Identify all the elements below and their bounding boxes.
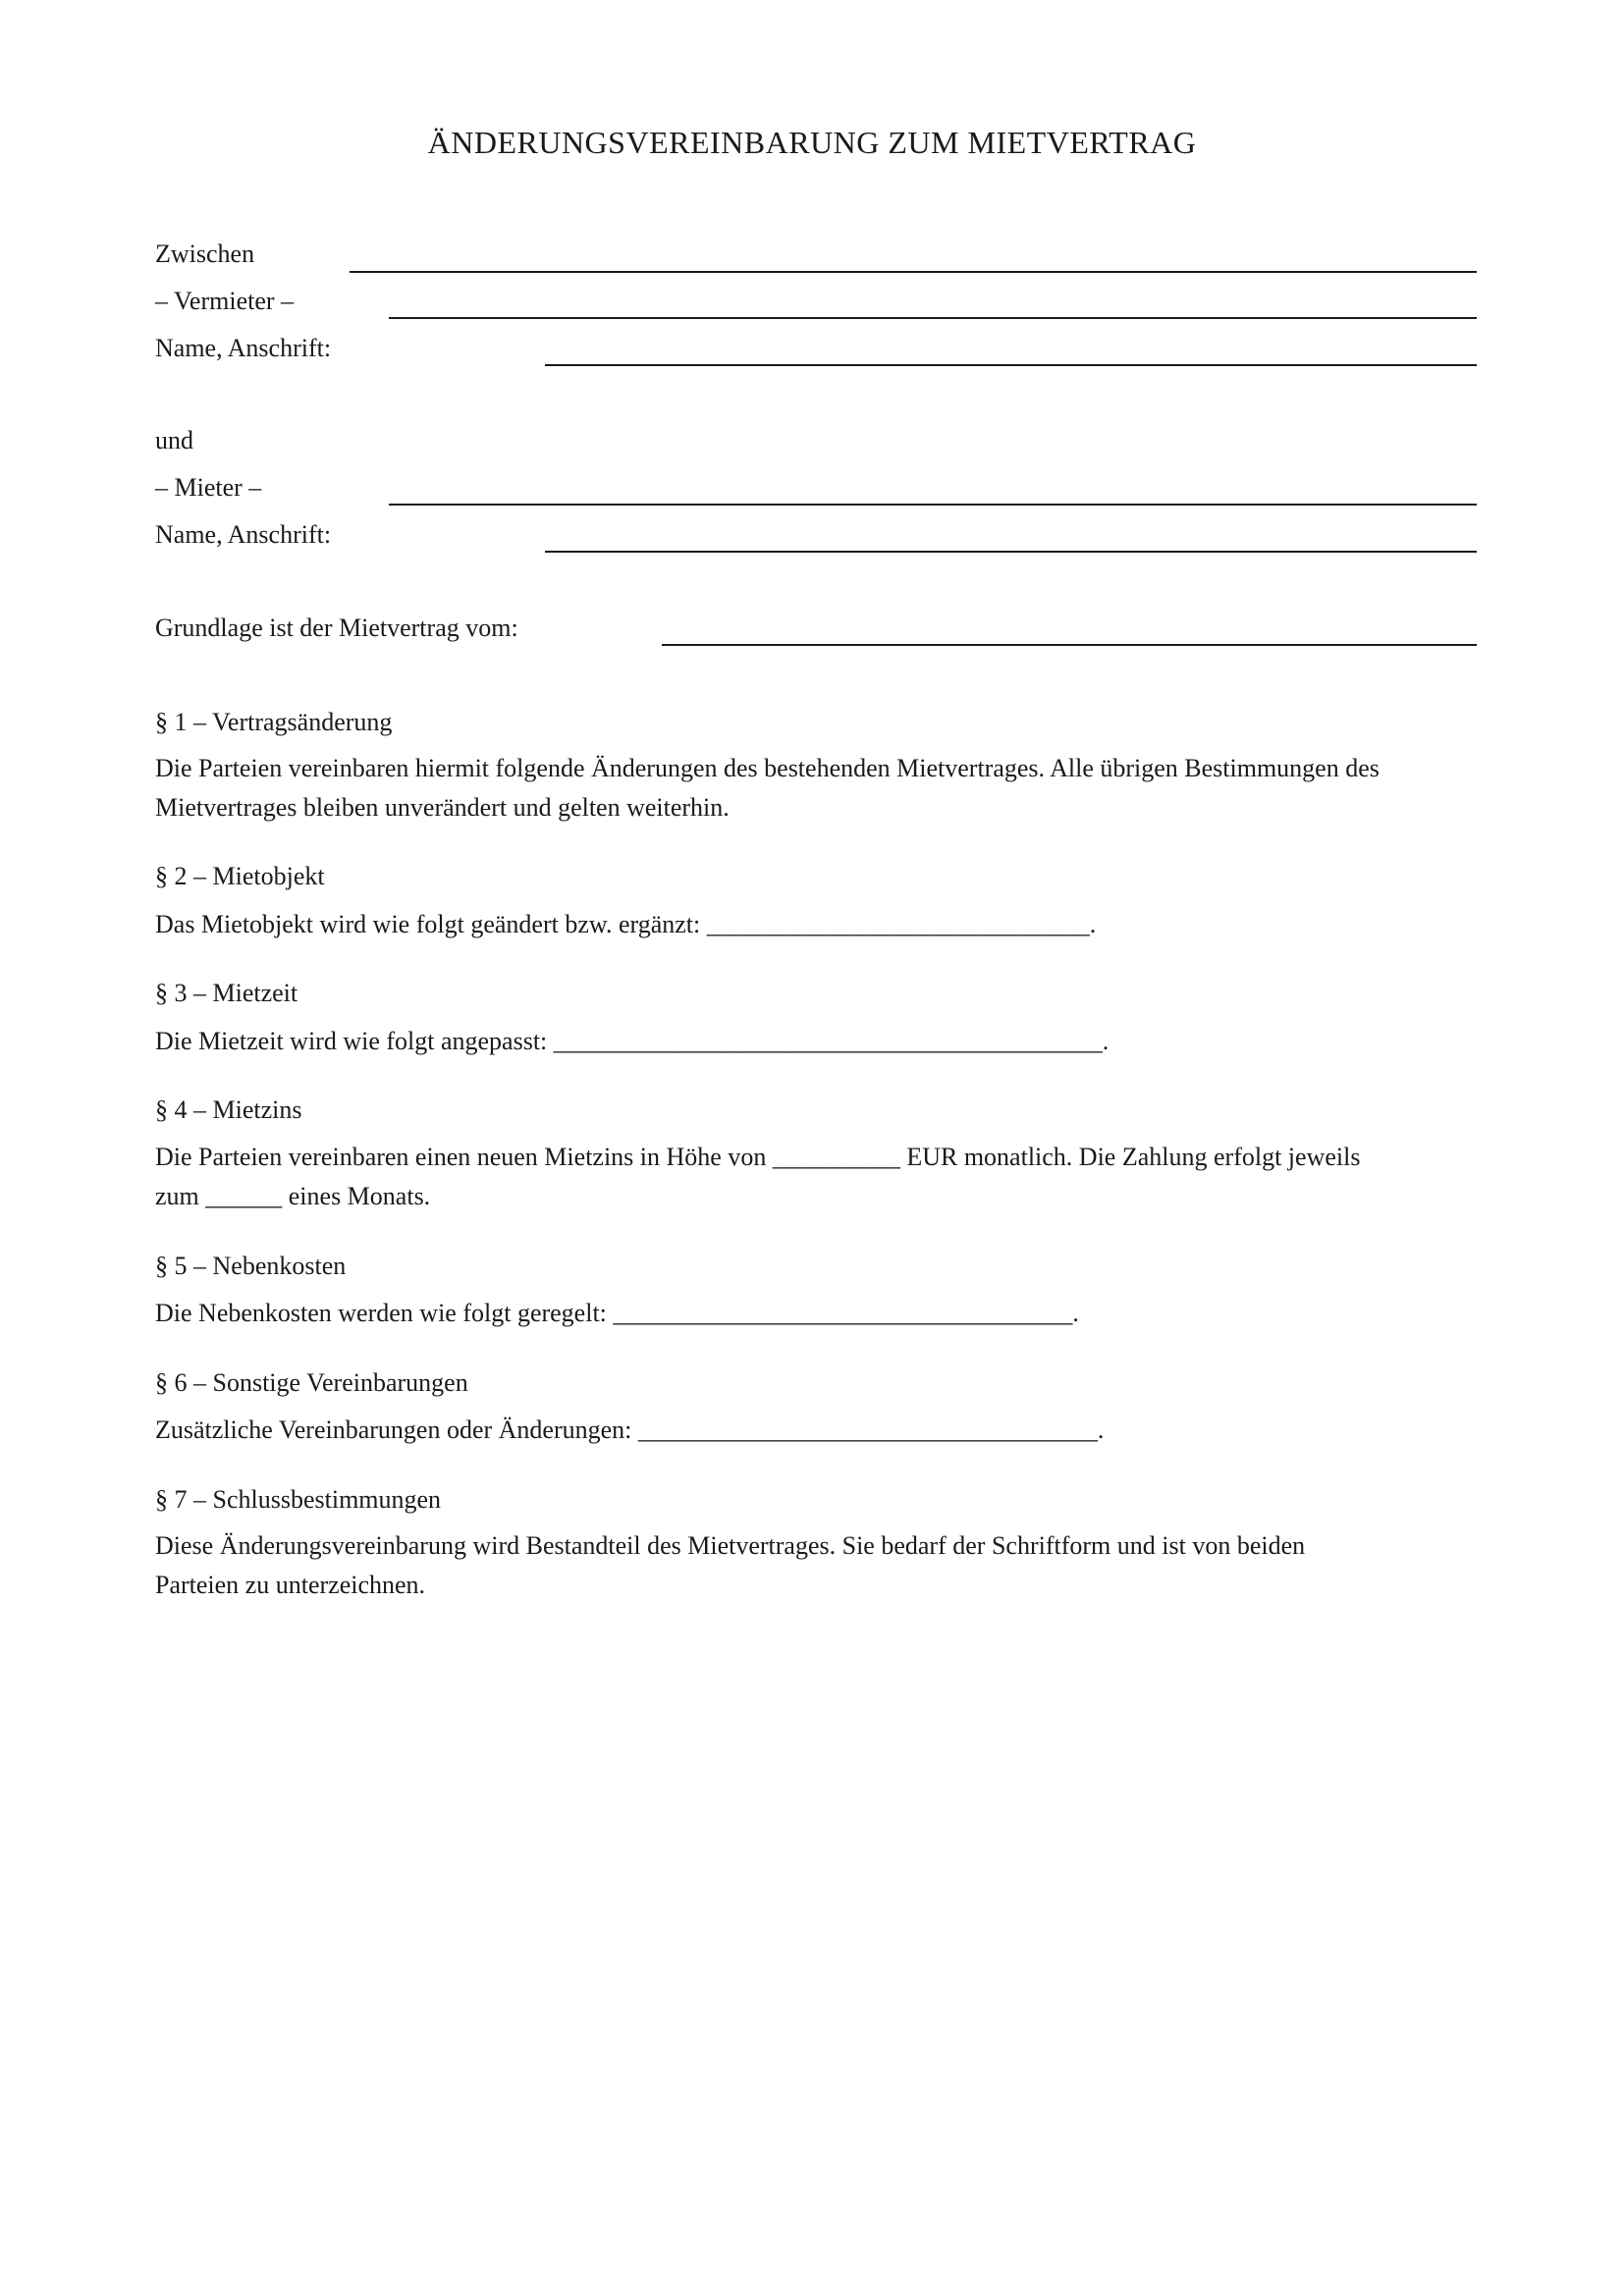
document-title: ÄNDERUNGSVEREINBARUNG ZUM MIETVERTRAG [427, 125, 1197, 160]
landlord-line [389, 317, 1477, 319]
section-6-body [155, 1411, 1481, 1450]
section-1-body [155, 749, 1481, 828]
section-7-body-line-2: Parteien zu unterzeichnen. [155, 1571, 426, 1599]
section-1-body-line-2: Mietvertrages bleiben unverändert und gelten weiterhin. [155, 793, 730, 822]
section-7-heading: § 7 – Schlussbestimmungen [155, 1485, 442, 1514]
section-2-heading: § 2 – Mietobjekt [155, 862, 325, 890]
section-3-body [155, 1022, 1481, 1061]
landlord-name-address-line [545, 364, 1477, 366]
section-4-heading: § 4 – Mietzins [155, 1095, 302, 1124]
section-5-body [155, 1294, 1481, 1333]
between-line [350, 271, 1477, 273]
contract-date-line [662, 644, 1477, 646]
section-2-body-line-1: Das Mietobjekt wird wie folgt geändert bzw. ergänzt: ______________________________. [155, 910, 1097, 938]
section-7-body [155, 1526, 1481, 1605]
section-1-heading: § 1 – Vertragsänderung [155, 708, 393, 736]
tenant-line [389, 504, 1477, 506]
landlord-label: – Vermieter – [155, 287, 295, 315]
landlord-name-address-label: Name, Anschrift: [155, 334, 332, 362]
and-label: und [155, 426, 193, 454]
section-7-body-line-1: Diese Änderungsvereinbarung wird Bestandteil des Mietvertrages. Sie bedarf der Schriftform und ist von beiden [155, 1531, 1306, 1560]
between-label: Zwischen [155, 240, 255, 268]
section-2-body [155, 905, 1481, 944]
section-6-body-line-1: Zusätzliche Vereinbarungen oder Änderungen: ____________________________________. [155, 1415, 1105, 1444]
contract-basis-label: Grundlage ist der Mietvertrag vom: [155, 614, 518, 642]
tenant-label: – Mieter – [155, 473, 262, 502]
section-4-body-line-1: Die Parteien vereinbaren einen neuen Mietzins in Höhe von __________ EUR monatlich. Die Zahlung erfolgt jeweils [155, 1143, 1361, 1171]
section-3-body-line-1: Die Mietzeit wird wie folgt angepasst: ___________________________________________. [155, 1027, 1110, 1055]
tenant-name-address-label: Name, Anschrift: [155, 520, 332, 549]
section-4-body [155, 1138, 1481, 1216]
tenant-name-address-line [545, 551, 1477, 553]
section-1-body-line-1: Die Parteien vereinbaren hiermit folgende Änderungen des bestehenden Mietvertrages. Alle übrigen Bestimmungen des [155, 754, 1380, 782]
section-5-body-line-1: Die Nebenkosten werden wie folgt geregelt: ____________________________________. [155, 1299, 1079, 1327]
section-6-heading: § 6 – Sonstige Vereinbarungen [155, 1368, 468, 1397]
section-3-heading: § 3 – Mietzeit [155, 979, 298, 1007]
section-5-heading: § 5 – Nebenkosten [155, 1252, 347, 1280]
section-4-body-line-2: zum ______ eines Monats. [155, 1182, 431, 1210]
